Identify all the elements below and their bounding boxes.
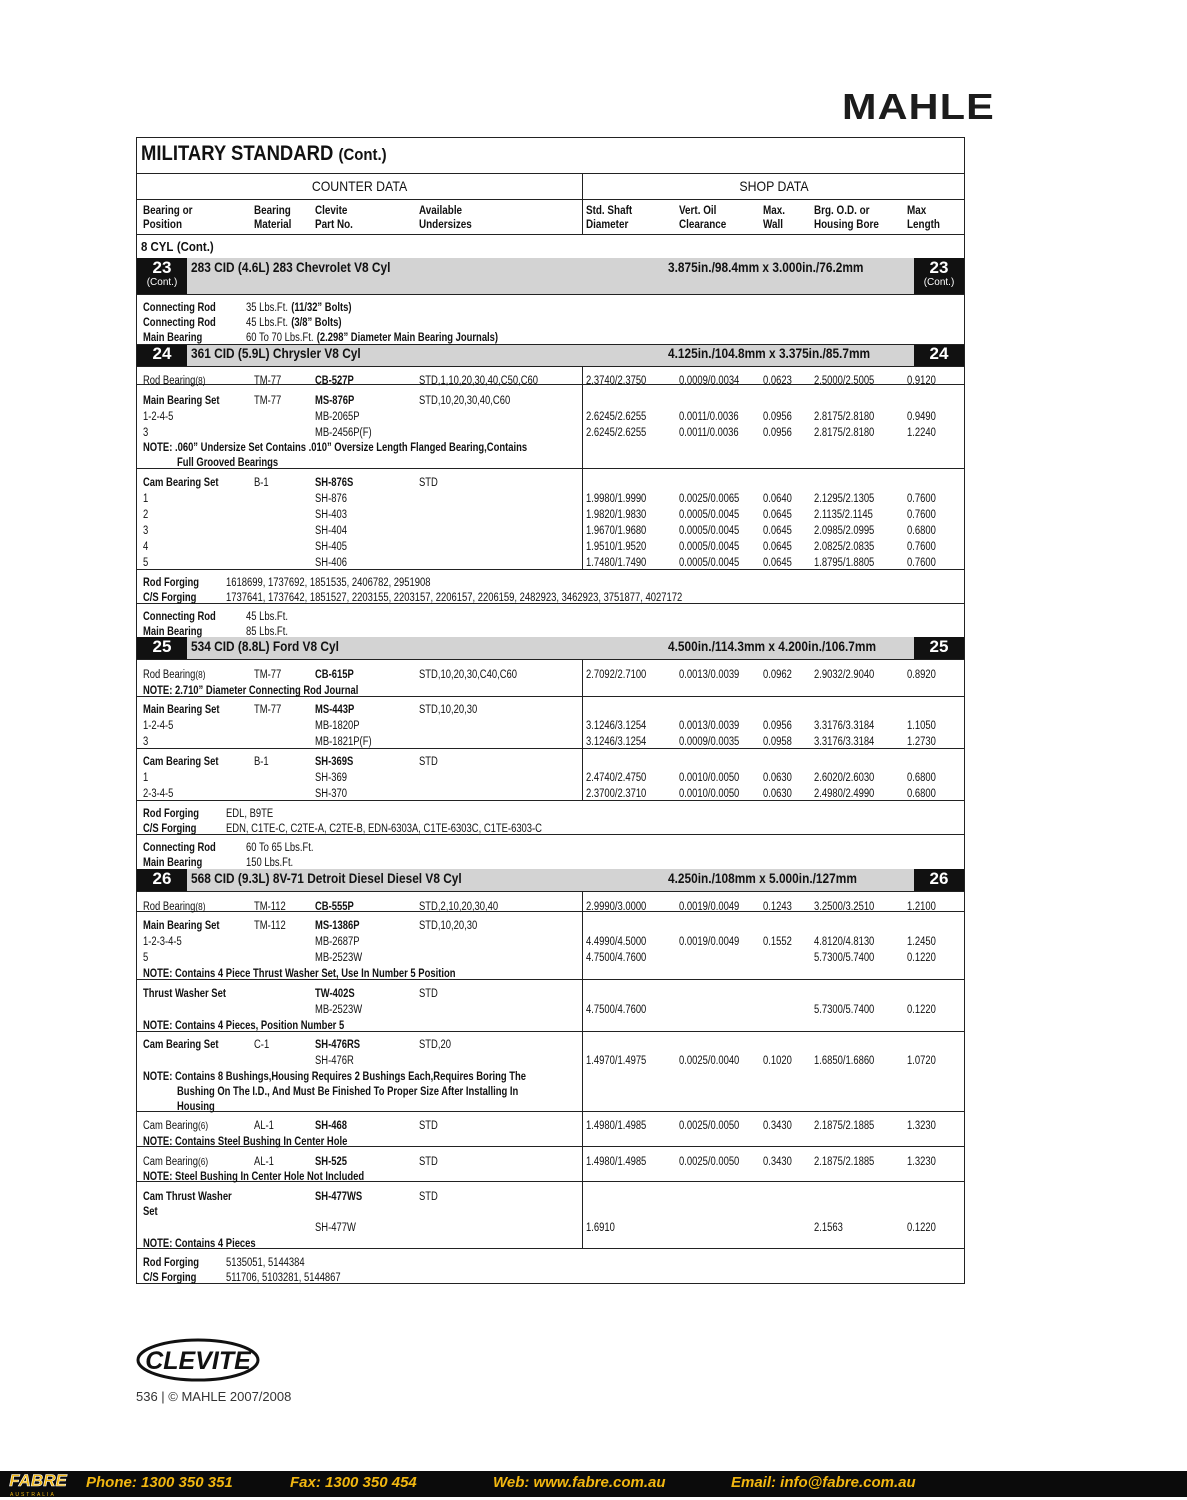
cell-col1: 1-2-4-5 — [143, 411, 174, 423]
cell-und: STD — [419, 477, 438, 489]
parts-table: MILITARY STANDARD (Cont.) COUNTER DATA SHOP DATA Bearing or Position Bearing Material Clevite Part No. Available Undersizes Std. Shaft Diameter Vert. Oil Clearance Max. Wall Brg. O.D. or Housing Bore Max Length 8 CYL (Cont.) 23 (Cont.) 283 CID (4.6L) 283 Chevrolet V8 Cyl 3.875in./98.4mm x 3.000in./76.2mm 23 (Cont.) 24 361 CID (5.9L) Chrysler V8 Cyl 4.125in./104.8mm x 3.375in./85.7mm 24 25 534 CID (8.8L) Ford V8 Cyl 4.500in./114.3mm x 4.200in./106.7mm 25 26 568 CID (9.3L) 8V-71 Detroit Diesel Diesel V8 Cyl 4.250in./108mm x 5.000in./127mm 26 Connecting Rod 35 Lbs.Ft. (11/32” Bolts) Connecting Rod 45 Lbs.Ft. (3/8” Bolts) Main Bearing 60 To 70 Lbs.Ft. (2.298” Diameter Main Bearing Journals) Rod Bearing(8) TM-77 CB-527P STD,1,10,20,30,40,C50,C60 2.3740/2.3750 0.0009/0.0034 0.0623 2.5000/2.5005 0.9120 Main Bearing Set TM-77 MS-876P STD,10,20,30,40,C60 1-2-4-5 MB-2065P 2.6245/2.6255 0.0011/0.0036 0.0956 2.8175/2.8180 0.9490 3 MB-2456P(F) 2.6245/2.6255 0.0011/0.0036 0.0956 2.8175/2.8180 1.2240 NOTE: .060” Undersize Set Contains .010” Oversize Length Flanged Bearing,Contains Full Grooved Bearings Cam Bearing Set B-1 SH-876S STD 1 SH-876 1.9980/1.9990 0.0025/0.0065 0.0640 2.1295/2.1305 0.7600 2 SH-403 1.9820/1.9830 0.0005/0.0045 0.0645 2.1135/2.1145 0.7600 3 SH-404 1.9670/1.9680 0.0005/0.0045 0.0645 2.0985/2.0995 0.6800 4 SH-405 1.9510/1.9520 0.0005/0.0045 0.0645 2.0825/2.0835 0.7600 5 SH-406 1.7480/1.7490 0.0005/0.0045 0.0645 1.8795/1.8805 0.7600 Rod Forging 1618699, 1737692, 1851535, 2406782, 2951908 C/S Forging 1737641, 1737642, 1851527, 2203155, 2203157, 2206157, 2206159, 2482923, 3462923, 3751877, 4027172 Connecting Rod 45 Lbs.Ft. Main Bearing 85 Lbs.Ft. Rod Bearing(8) TM-77 CB-615P STD,10,20,30,C40,C60 2.7092/2.7100 0.0013/0.0039 0.0962 2.9032/2.9040 0.8920 NOTE: 2.710” Diameter Connecting Rod Journal Main Bearing Set TM-77 MS-443P STD,10,20,30 1-2-4-5 MB-1820P 3.1246/3.1254 0.0013/0.0039 0.0956 3.3176/3.3184 1.1050 3 MB-1821P(F) 3.1246/3.1254 0.0009/0.0035 0.0958 3.3176/3.3184 1.2730 Cam Bearing Set B-1 SH-369S STD 1 SH-369 2.4740/2.4750 0.0010/0.0050 0.0630 2.6020/2.6030 0.6800 2-3-4-5 SH-370 2.3700/2.3710 0.0010/0.0050 0.0630 2.4980/2.4990 0.6800 Rod Forging EDL, B9TE C/S Forging EDN, C1TE-C, C2TE-A, C2TE-B, EDN-6303A, C1TE-6303C, C1TE-6303-C Connecting Rod 60 To 65 Lbs.Ft. Main Bearing 150 Lbs.Ft. Rod Bearing(8) TM-112 CB-555P STD,2,10,20,30,40 2.9990/3.0000 0.0019/0.0049 0.1243 3.2500/3.2510 1.2100 Main Bearing Set TM-112 MS-1386P STD,10,20,30 1-2-3-4-5 MB-2687P 4.4990/4.5000 0.0019/0.0049 0.1552 4.8120/4.8130 1.2450 5 MB-2523W 4.7500/4.7600 5.7300/5.7400 0.1220 NOTE: Contains 4 Piece Thrust Washer Set, Use In Number 5 Position Thrust Washer Set TW-402S STD MB-2523W 4.7500/4.7600 5.7300/5.7400 0.1220 NOTE: Contains 4 Pieces, Position Number 5 Cam Bearing Set C-1 SH-476RS STD,20 SH-476R 1.4970/1.4975 0.0025/0.0040 0.1020 1.6850/1.6860 1.0720 NOTE: Contains 8 Bushings,Housing Requires 2 Bushings Each,Requires Boring The Bushing On The I.D., And Must Be Finished To Proper Size After Installing In Housing Cam Bearing(6) AL-1 SH-468 STD 1.4980/1.4985 0.0025/0.0050 0.3430 2.1875/2.1885 1.3230 NOTE: Contains Steel Bushing In Center Hole Cam Bearing(6) AL-1 SH-525 STD 1.4980/1.4985 0.0025/0.0050 0.3430 2.1875/2.1885 1.3230 NOTE: Steel Bushing In Center Hole Not Included Cam Thrust Washer SH-477WS STD Set SH-477W 1.6910 2.1563 0.1220 NOTE: Contains 4 Pieces Rod Forging 5135051, 5144384 C/S Forging 511706, 5103281, 5144867 — [136, 137, 965, 1284]
cell-part: SH-468 — [315, 1120, 347, 1132]
cell-col2: 85 Lbs.Ft. — [246, 626, 288, 638]
cell-col1: 1-2-4-5 — [143, 720, 174, 732]
cell-und: STD — [419, 988, 438, 1000]
cell-len: 0.7600 — [907, 509, 936, 521]
cell-brg: 2.5000/2.5005 — [814, 375, 875, 387]
cell-col1: Rod Forging — [143, 577, 200, 589]
cell-oil: 0.0025/0.0050 — [679, 1120, 740, 1132]
section-number-26: 26 — [137, 869, 187, 891]
cell-part: MS-443P — [315, 704, 355, 716]
cell-brg: 3.3176/3.3184 — [814, 720, 875, 732]
cell-part: TW-402S — [315, 988, 355, 1000]
cell-part: SH-369S — [315, 756, 354, 768]
cell-shaft: 1.9820/1.9830 — [586, 509, 647, 521]
section-number-25: 25 — [137, 637, 187, 659]
cell-col1: Cam Bearing Set — [143, 477, 219, 489]
cell-col1: 2-3-4-5 — [143, 788, 174, 800]
cell-col1: NOTE: 2.710” Diameter Connecting Rod Journal — [143, 685, 359, 697]
cell-shaft: 1.4980/1.4985 — [586, 1156, 647, 1168]
cell-col1: NOTE: Contains 4 Pieces, Position Number 5 — [143, 1020, 345, 1032]
cell-mat: AL-1 — [254, 1120, 274, 1132]
cell-wall: 0.1552 — [763, 936, 792, 948]
cell-col1: C/S Forging — [143, 823, 197, 835]
cell-col1: 4 — [143, 541, 149, 553]
cell-col1: 1 — [143, 772, 149, 784]
section-title-23: 283 CID (4.6L) 283 Chevrolet V8 Cyl — [191, 260, 391, 275]
cell-wall: 0.0645 — [763, 509, 792, 521]
cell-part: MB-1821P(F) — [315, 736, 372, 748]
cell-wall: 0.0623 — [763, 375, 792, 387]
cell-oil: 0.0013/0.0039 — [679, 720, 740, 732]
cell-part: MB-2523W — [315, 952, 363, 964]
cell-len: 1.0720 — [907, 1055, 936, 1067]
cell-len: 1.2100 — [907, 901, 936, 913]
cell-brg: 2.4980/2.4990 — [814, 788, 875, 800]
cell-oil: 0.0005/0.0045 — [679, 541, 740, 553]
cell-brg: 2.1295/2.1305 — [814, 493, 875, 505]
cell-brg: 2.6020/2.6030 — [814, 772, 875, 784]
cell-brg: 2.1875/2.1885 — [814, 1156, 875, 1168]
cell-shaft: 2.3700/2.3710 — [586, 788, 647, 800]
cell-len: 1.2730 — [907, 736, 936, 748]
section-title-25: 534 CID (8.8L) Ford V8 Cyl — [191, 639, 339, 654]
section-number-23: 23 (Cont.) — [137, 258, 187, 294]
cell-col1: Cam Bearing(6) — [143, 1120, 209, 1132]
cell-len: 0.1220 — [907, 1004, 936, 1016]
cell-len: 0.7600 — [907, 541, 936, 553]
footer-fax: Fax: 1300 350 454 — [290, 1474, 417, 1491]
cell-col1: Main Bearing — [143, 857, 203, 869]
cell-len: 1.2450 — [907, 936, 936, 948]
section-number-24: 24 — [137, 344, 187, 366]
section-dims-25: 4.500in./114.3mm x 4.200in./106.7mm — [668, 639, 877, 654]
cell-mat: TM-112 — [254, 901, 286, 913]
cell-wall: 0.0630 — [763, 772, 792, 784]
cell-oil: 0.0005/0.0045 — [679, 525, 740, 537]
cell-col1: NOTE: Contains Steel Bushing In Center Hole — [143, 1136, 348, 1148]
cell-wall: 0.0956 — [763, 720, 792, 732]
cell-shaft: 1.9670/1.9680 — [586, 525, 647, 537]
cell-part: SH-476R — [315, 1055, 354, 1067]
cell-part: MB-2456P(F) — [315, 427, 372, 439]
cell-col1: Rod Forging — [143, 808, 200, 820]
cell-part: MB-1820P — [315, 720, 360, 732]
cell-col1: Rod Bearing(8) — [143, 669, 206, 681]
cell-brg: 2.0985/2.0995 — [814, 525, 875, 537]
cell-part: SH-404 — [315, 525, 347, 537]
cell-col2: 150 Lbs.Ft. — [246, 857, 294, 869]
cell-len: 0.1220 — [907, 1222, 936, 1234]
cell-wall: 0.0956 — [763, 411, 792, 423]
cell-col2: 60 To 70 Lbs.Ft. (2.298” Diameter Main Bearing Journals) — [246, 332, 499, 344]
cell-part: SH-406 — [315, 557, 347, 569]
cell-shaft: 4.7500/4.7600 — [586, 952, 647, 964]
footer-web[interactable]: Web: www.fabre.com.au — [493, 1474, 666, 1491]
cell-col1: Main Bearing Set — [143, 920, 220, 932]
cell-col2: 45 Lbs.Ft. — [246, 611, 288, 623]
cell-mat: C-1 — [254, 1039, 270, 1051]
cell-und: STD,10,20,30,C40,C60 — [419, 669, 518, 681]
cell-part: SH-477W — [315, 1222, 356, 1234]
cell-col1: Rod Bearing(8) — [143, 375, 206, 387]
cell-wall: 0.3430 — [763, 1156, 792, 1168]
cell-wall: 0.0958 — [763, 736, 792, 748]
cell-shaft: 1.9510/1.9520 — [586, 541, 647, 553]
cell-len: 1.1050 — [907, 720, 936, 732]
cell-brg: 2.8175/2.8180 — [814, 411, 875, 423]
section-number-24-right: 24 — [914, 344, 964, 366]
cell-wall: 0.3430 — [763, 1120, 792, 1132]
cell-brg: 3.2500/3.2510 — [814, 901, 875, 913]
cell-col1: Main Bearing Set — [143, 704, 220, 716]
cell-brg: 1.8795/1.8805 — [814, 557, 875, 569]
cell-brg: 2.8175/2.8180 — [814, 427, 875, 439]
cell-col1: Connecting Rod — [143, 317, 216, 329]
cell-mat: TM-77 — [254, 375, 282, 387]
cell-mat: TM-77 — [254, 395, 282, 407]
cell-part: SH-525 — [315, 1156, 347, 1168]
cell-oil: 0.0010/0.0050 — [679, 788, 740, 800]
cell-brg: 2.1875/2.1885 — [814, 1120, 875, 1132]
cell-col1: NOTE: Contains 8 Bushings,Housing Requires 2 Bushings Each,Requires Boring The — [143, 1071, 527, 1083]
cell-mat: TM-77 — [254, 704, 282, 716]
cell-wall: 0.0956 — [763, 427, 792, 439]
cell-shaft: 1.7480/1.7490 — [586, 557, 647, 569]
cell-col1: 1-2-3-4-5 — [143, 936, 182, 948]
cell-shaft: 1.4970/1.4975 — [586, 1055, 647, 1067]
cell-col2: EDL, B9TE — [226, 808, 274, 820]
cell-shaft: 2.7092/2.7100 — [586, 669, 647, 681]
cell-col1: Cam Bearing Set — [143, 756, 219, 768]
cell-col1: Connecting Rod — [143, 611, 216, 623]
cell-shaft: 1.6910 — [586, 1222, 615, 1234]
cell-col1: 1 — [143, 493, 149, 505]
cell-part: SH-876S — [315, 477, 354, 489]
cell-col1: Main Bearing — [143, 332, 203, 344]
cell-col2: EDN, C1TE-C, C2TE-A, C2TE-B, EDN-6303A, C1TE-6303C, C1TE-6303-C — [226, 823, 543, 835]
cell-col1: Housing — [177, 1101, 215, 1113]
cell-col1: C/S Forging — [143, 1272, 197, 1284]
cell-part: SH-369 — [315, 772, 347, 784]
cell-und: STD,1,10,20,30,40,C50,C60 — [419, 375, 539, 387]
cell-wall: 0.0640 — [763, 493, 792, 505]
cell-part: SH-476RS — [315, 1039, 361, 1051]
cell-shaft: 3.1246/3.1254 — [586, 720, 647, 732]
cell-shaft: 3.1246/3.1254 — [586, 736, 647, 748]
section-band-23 — [137, 258, 964, 294]
cell-col1: Set — [143, 1206, 158, 1218]
cell-brg: 1.6850/1.6860 — [814, 1055, 875, 1067]
page-copyright: 536 | © MAHLE 2007/2008 — [136, 1389, 292, 1404]
cell-part: CB-555P — [315, 901, 354, 913]
cell-oil: 0.0013/0.0039 — [679, 669, 740, 681]
cell-brg: 5.7300/5.7400 — [814, 952, 875, 964]
cell-col1: C/S Forging — [143, 592, 197, 604]
footer-phone: Phone: 1300 350 351 — [86, 1474, 233, 1491]
cell-wall: 0.0962 — [763, 669, 792, 681]
cell-col1: Rod Bearing(8) — [143, 901, 206, 913]
cell-col1: Main Bearing Set — [143, 395, 220, 407]
cell-brg: 3.3176/3.3184 — [814, 736, 875, 748]
cell-col1: 5 — [143, 557, 149, 569]
cell-shaft: 2.6245/2.6255 — [586, 427, 647, 439]
cell-brg: 2.1135/2.1145 — [814, 509, 873, 521]
section-band-24 — [137, 344, 964, 366]
cell-len: 0.6800 — [907, 525, 936, 537]
table-title-suffix: (Cont.) — [338, 145, 387, 164]
cell-mat: TM-112 — [254, 920, 286, 932]
cell-und: STD,10,20,30 — [419, 920, 478, 932]
cell-len: 1.2240 — [907, 427, 936, 439]
cell-und: STD,20 — [419, 1039, 451, 1051]
cell-len: 1.3230 — [907, 1156, 936, 1168]
section-number-23-right: 23 (Cont.) — [914, 258, 964, 294]
cell-oil: 0.0010/0.0050 — [679, 772, 740, 784]
cell-col1: NOTE: Contains 4 Piece Thrust Washer Set, Use In Number 5 Position — [143, 968, 456, 980]
cell-oil: 0.0009/0.0035 — [679, 736, 740, 748]
cell-col1: 3 — [143, 736, 149, 748]
cell-len: 0.7600 — [907, 557, 936, 569]
cell-oil: 0.0025/0.0040 — [679, 1055, 740, 1067]
cell-shaft: 2.3740/2.3750 — [586, 375, 647, 387]
cell-mat: B-1 — [254, 477, 269, 489]
cell-shaft: 1.9980/1.9990 — [586, 493, 647, 505]
cell-und: STD — [419, 756, 438, 768]
section-dims-26: 4.250in./108mm x 5.000in./127mm — [668, 871, 857, 886]
cell-part: SH-477WS — [315, 1191, 363, 1203]
cell-part: MS-876P — [315, 395, 355, 407]
cell-col1: Thrust Washer Set — [143, 988, 226, 1000]
cell-col1: 3 — [143, 427, 149, 439]
cell-oil: 0.0009/0.0034 — [679, 375, 740, 387]
cell-shaft: 4.4990/4.5000 — [586, 936, 647, 948]
section-band-26 — [137, 869, 964, 891]
cell-part: MB-2687P — [315, 936, 360, 948]
cell-wall: 0.0645 — [763, 557, 792, 569]
cell-shaft: 2.4740/2.4750 — [586, 772, 647, 784]
cell-col1: NOTE: Steel Bushing In Center Hole Not Included — [143, 1171, 365, 1183]
svg-text:CLEVITE: CLEVITE — [145, 1347, 251, 1375]
cell-brg: 2.1563 — [814, 1222, 843, 1234]
cell-und: STD — [419, 1191, 438, 1203]
cell-col1: Rod Forging — [143, 1257, 200, 1269]
cell-wall: 0.1020 — [763, 1055, 792, 1067]
cell-col1: Cam Thrust Washer — [143, 1191, 232, 1203]
section-band-25 — [137, 637, 964, 659]
cell-len: 1.3230 — [907, 1120, 936, 1132]
cell-part: SH-876 — [315, 493, 347, 505]
cell-len: 0.6800 — [907, 772, 936, 784]
cell-part: SH-370 — [315, 788, 347, 800]
cell-len: 0.9120 — [907, 375, 936, 387]
cell-shaft: 4.7500/4.7600 — [586, 1004, 647, 1016]
cell-part: CB-615P — [315, 669, 354, 681]
fabre-logo — [2, 1469, 74, 1491]
cell-oil: 0.0025/0.0065 — [679, 493, 740, 505]
cell-oil: 0.0005/0.0045 — [679, 509, 740, 521]
section-title-26: 568 CID (9.3L) 8V-71 Detroit Diesel Diesel V8 Cyl — [191, 871, 462, 886]
cell-oil: 0.0005/0.0045 — [679, 557, 740, 569]
shop-data-header: SHOP DATA — [739, 178, 809, 194]
cell-col1: Cam Bearing Set — [143, 1039, 219, 1051]
cell-brg: 2.0825/2.0835 — [814, 541, 875, 553]
cell-wall: 0.1243 — [763, 901, 792, 913]
counter-data-header: COUNTER DATA — [311, 178, 408, 194]
section-dims-23: 3.875in./98.4mm x 3.000in./76.2mm — [668, 260, 864, 275]
cell-brg: 2.9032/2.9040 — [814, 669, 875, 681]
cell-oil: 0.0011/0.0036 — [679, 427, 739, 439]
cell-len: 0.7600 — [907, 493, 936, 505]
cell-part: MS-1386P — [315, 920, 360, 932]
cell-col2: 35 Lbs.Ft. (11/32” Bolts) — [246, 302, 352, 314]
cell-und: STD,2,10,20,30,40 — [419, 901, 499, 913]
cell-mat: B-1 — [254, 756, 269, 768]
cell-brg: 4.8120/4.8130 — [814, 936, 875, 948]
cell-mat: AL-1 — [254, 1156, 274, 1168]
clevite-logo — [136, 1336, 262, 1382]
cell-shaft: 1.4980/1.4985 — [586, 1120, 647, 1132]
section-title-24: 361 CID (5.9L) Chrysler V8 Cyl — [191, 346, 361, 361]
footer-email[interactable]: Email: info@fabre.com.au — [731, 1474, 916, 1491]
cell-part: SH-405 — [315, 541, 347, 553]
cell-col2: 5135051, 5144384 — [226, 1257, 305, 1269]
cell-len: 0.6800 — [907, 788, 936, 800]
cell-oil: 0.0019/0.0049 — [679, 936, 740, 948]
cell-oil: 0.0011/0.0036 — [679, 411, 739, 423]
cell-col2: 1737641, 1737642, 1851527, 2203155, 2203157, 2206157, 2206159, 2482923, 3462923, 3751877, 4027172 — [226, 592, 683, 604]
cell-col1: 3 — [143, 525, 149, 537]
cell-col1: Main Bearing — [143, 626, 203, 638]
cell-und: STD — [419, 1156, 438, 1168]
cell-part: MB-2523W — [315, 1004, 363, 1016]
cell-shaft: 2.6245/2.6255 — [586, 411, 647, 423]
cell-und: STD,10,20,30,40,C60 — [419, 395, 511, 407]
section-number-25-right: 25 — [914, 637, 964, 659]
cell-len: 0.9490 — [907, 411, 936, 423]
cell-col1: NOTE: .060” Undersize Set Contains .010” Oversize Length Flanged Bearing,Contains — [143, 442, 528, 454]
cell-oil: 0.0025/0.0050 — [679, 1156, 740, 1168]
cell-col1: 2 — [143, 509, 149, 521]
cell-shaft: 2.9990/3.0000 — [586, 901, 647, 913]
mahle-logo: MAHLE — [842, 86, 995, 127]
cell-part: SH-403 — [315, 509, 347, 521]
cell-part: MB-2065P — [315, 411, 360, 423]
cell-col1: Connecting Rod — [143, 302, 216, 314]
table-title: MILITARY STANDARD (Cont.) — [141, 142, 387, 165]
cell-wall: 0.0645 — [763, 525, 792, 537]
cell-col1: Full Grooved Bearings — [177, 457, 279, 469]
cell-mat: TM-77 — [254, 669, 282, 681]
cell-und: STD — [419, 1120, 438, 1132]
cell-len: 0.1220 — [907, 952, 936, 964]
cylinder-group-label: 8 CYL (Cont.) — [141, 239, 214, 254]
cell-col2: 45 Lbs.Ft. (3/8” Bolts) — [246, 317, 342, 329]
cell-brg: 5.7300/5.7400 — [814, 1004, 875, 1016]
cell-col1: Connecting Rod — [143, 842, 216, 854]
cell-wall: 0.0630 — [763, 788, 792, 800]
cell-len: 0.8920 — [907, 669, 936, 681]
fabre-sub-label: AUSTRALIA — [10, 1492, 56, 1498]
cell-col1: 5 — [143, 952, 149, 964]
section-dims-24: 4.125in./104.8mm x 3.375in./85.7mm — [668, 346, 871, 361]
cell-part: CB-527P — [315, 375, 354, 387]
cell-col2: 511706, 5103281, 5144867 — [226, 1272, 341, 1284]
cell-und: STD,10,20,30 — [419, 704, 478, 716]
cell-col1: Cam Bearing(6) — [143, 1156, 209, 1168]
cell-wall: 0.0645 — [763, 541, 792, 553]
section-number-26-right: 26 — [914, 869, 964, 891]
cell-col1: NOTE: Contains 4 Pieces — [143, 1238, 256, 1250]
cell-oil: 0.0019/0.0049 — [679, 901, 740, 913]
cell-col1: Bushing On The I.D., And Must Be Finished To Proper Size After Installing In — [177, 1086, 519, 1098]
svg-text:FABRE: FABRE — [9, 1471, 67, 1490]
cell-col2: 60 To 65 Lbs.Ft. — [246, 842, 314, 854]
cell-col2: 1618699, 1737692, 1851535, 2406782, 2951908 — [226, 577, 431, 589]
